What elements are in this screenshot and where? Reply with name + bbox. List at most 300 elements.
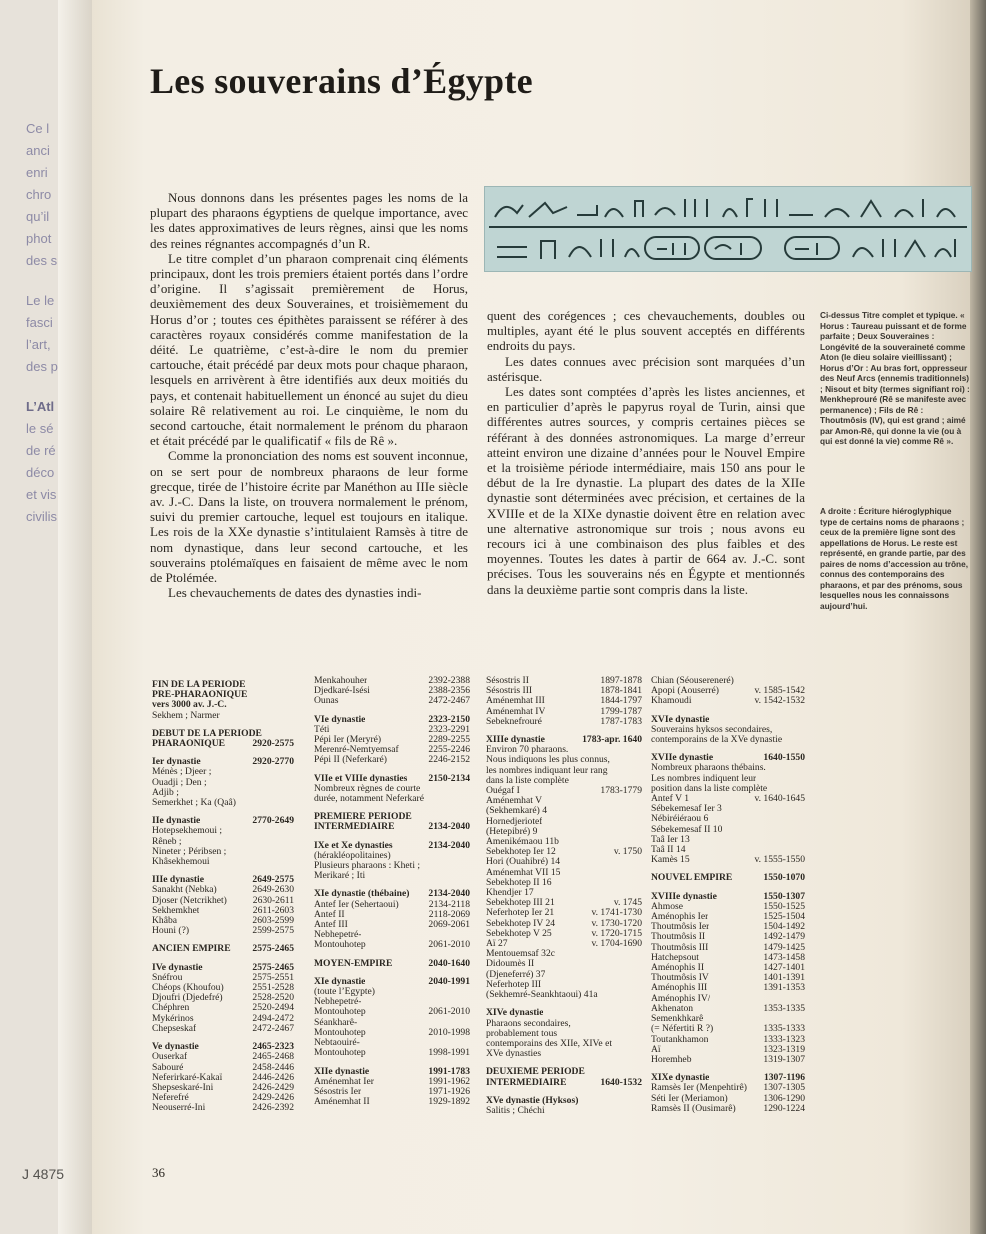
entry-name: Nebtaouiré- <box>314 1038 360 1049</box>
list-spacer <box>486 1000 642 1008</box>
dynasty-heading <box>486 1067 642 1077</box>
pharaoh-entry <box>152 926 294 936</box>
pharaoh-entry <box>486 959 642 969</box>
pharaoh-entry <box>651 835 805 845</box>
entry-dates: 2551-2528 <box>252 982 294 994</box>
entry-dates: 2649-2575 <box>252 874 294 886</box>
entry-dates: v. 1704-1690 <box>591 938 642 950</box>
entry-dates: v. 1750 <box>613 846 642 858</box>
entry-name: Djedkaré-Isési <box>314 686 370 697</box>
entry-dates: 1307-1196 <box>763 1072 805 1084</box>
entry-name: (Djeneferré) 37 <box>486 969 546 980</box>
entry-name: Ahmose <box>651 901 683 912</box>
pharaoh-entry <box>314 1007 470 1017</box>
entry-name: Taâ II 14 <box>651 845 686 856</box>
pharaoh-entry <box>152 847 294 857</box>
pharaoh-entry <box>651 725 805 735</box>
entry-dates: 1479-1425 <box>763 941 805 953</box>
entry-dates: 1971-1926 <box>428 1085 470 1097</box>
entry-name: Séti Ier (Meriamon) <box>651 1093 728 1104</box>
page-title: Les souverains d’Égypte <box>150 61 533 101</box>
entry-name: position dans la liste complète <box>651 783 768 794</box>
entry-name: Montouhotep <box>314 1007 366 1018</box>
entry-name: Chéphren <box>152 1003 190 1014</box>
hieroglyphs-image <box>485 187 971 271</box>
entry-dates: 2426-2392 <box>252 1102 294 1114</box>
pharaoh-entry <box>651 804 805 814</box>
underlying-text-line: des s <box>26 253 58 268</box>
entry-dates: 1319-1307 <box>763 1053 805 1065</box>
pharaoh-entry <box>651 814 805 824</box>
entry-name: PREMIÈRE PÉRIODE <box>314 812 412 823</box>
dynasty-heading <box>314 822 470 832</box>
underlying-text-line: de ré <box>26 443 56 458</box>
entry-name: Aménophis II <box>651 963 705 974</box>
entry-dates: 1473-1458 <box>763 951 805 963</box>
pharaoh-entry <box>486 1029 642 1039</box>
entry-name: (Hetepibré) 9 <box>486 826 538 837</box>
pharaoh-entry <box>314 851 470 861</box>
entry-name: Ouserkaf <box>152 1052 188 1063</box>
entry-name: Antef II <box>314 909 345 920</box>
entry-name: Chéops (Khoufou) <box>152 983 224 994</box>
dynasty-heading <box>314 774 470 784</box>
pharaoh-entry <box>651 735 805 745</box>
entry-dates: 1991-1783 <box>428 1065 470 1077</box>
pharaoh-entry <box>651 1055 805 1065</box>
pharaoh-entry <box>486 1049 642 1059</box>
entry-name: XVIIe dynastie <box>651 753 714 764</box>
entry-name: PRÉ-PHARAONIQUE <box>152 690 248 701</box>
entry-name: Sebekhotep III 21 <box>486 898 555 909</box>
pharaoh-entry <box>314 794 470 804</box>
entry-name: Sekhem ; Narmer <box>152 710 220 721</box>
entry-dates: 2446-2426 <box>252 1071 294 1083</box>
pharaoh-entry <box>651 763 805 773</box>
dynasty-heading <box>486 1096 642 1106</box>
entry-name: Horemheb <box>651 1054 692 1065</box>
entry-name: Antef V 1 <box>651 794 690 805</box>
entry-name: vers 3000 av. J.-C. <box>152 700 227 711</box>
reference-code: J 4875 <box>22 1166 65 1182</box>
entry-dates: 1427-1401 <box>763 962 805 974</box>
pharaoh-list-column-3 <box>486 676 642 1116</box>
dynasty-heading <box>152 700 294 710</box>
pharaoh-entry <box>651 696 805 706</box>
middle-column <box>487 308 805 597</box>
entry-name: (= Néfertiti R ?) <box>651 1024 714 1035</box>
entry-name: INTERMÉDIAIRE <box>314 822 395 833</box>
entry-name: Pharaons secondaires, <box>486 1018 571 1029</box>
dynasty-heading <box>152 757 294 767</box>
entry-name: Aménophis Ier <box>651 912 709 923</box>
entry-name: Aménemhat VII 15 <box>486 867 561 878</box>
list-spacer <box>152 721 294 729</box>
entry-name: Montouhotep <box>314 940 366 951</box>
pharaoh-entry <box>486 755 642 765</box>
entry-dates: v. 1741-1730 <box>591 907 642 919</box>
underlying-text-line: civilis <box>26 509 58 524</box>
entry-dates: 2920-2575 <box>252 738 294 750</box>
entry-name: Chepseskaf <box>152 1023 197 1034</box>
entry-name: Sekhemkhet <box>152 905 200 916</box>
entry-name: Merikaré ; Iti <box>314 871 366 882</box>
entry-dates: 1307-1305 <box>763 1082 805 1094</box>
entry-name: Sabouré <box>152 1062 184 1073</box>
entry-name: Neouserré-Ini <box>152 1103 206 1114</box>
dynasty-heading <box>486 735 642 745</box>
entry-name: XIVe dynastie <box>486 1008 544 1019</box>
pharaoh-entry <box>486 1039 642 1049</box>
entry-dates: v. 1720-1715 <box>591 927 642 939</box>
entry-name: Toutankhamon <box>651 1034 709 1045</box>
entry-name: Aménemhat II <box>314 1097 370 1108</box>
entry-dates: 2118-2069 <box>428 908 470 920</box>
page-edge <box>58 0 94 1234</box>
entry-name: Séankharê- <box>314 1017 358 1028</box>
entry-dates: 2920-2770 <box>252 756 294 768</box>
dynasty-heading <box>152 944 294 954</box>
entry-name: VIe dynastie <box>314 714 366 725</box>
entry-dates: 2528-2520 <box>252 992 294 1004</box>
entry-name: Menkahouher <box>314 676 368 686</box>
entry-name: (toute l’Égypte) <box>314 987 376 998</box>
entry-name: Sanakht (Nebka) <box>152 885 217 896</box>
pharaoh-entry <box>486 796 642 806</box>
entry-name: XIXe dynastie <box>651 1073 710 1084</box>
pharaoh-entry <box>486 745 642 755</box>
entry-dates: 2575-2551 <box>252 971 294 983</box>
entry-name: Khamoudi <box>651 696 692 707</box>
dynasty-heading <box>314 959 470 969</box>
entry-dates: 2246-2152 <box>428 754 470 766</box>
body-paragraph: quent des corégences ; ces chevauchements, doubles ou multiples, ayant été le plus souvent acceptés en différents endroits du pays. <box>487 308 805 354</box>
underlying-text-line: chro <box>26 187 52 202</box>
entry-name: Neferefré <box>152 1093 189 1104</box>
pharaoh-entry <box>314 1028 470 1038</box>
list-spacer <box>651 707 805 715</box>
entry-name: XIe dynastie <box>314 976 366 987</box>
entry-dates: 2520-2494 <box>252 1002 294 1014</box>
entry-name: les nombres indiquant leur rang <box>486 765 608 776</box>
entry-dates: 2150-2134 <box>428 772 470 784</box>
entry-name: Antef Ier (Sehertaoui) <box>314 899 399 910</box>
entry-name: Akhenaton <box>651 1003 694 1014</box>
entry-dates: 2134-2040 <box>428 839 470 851</box>
entry-dates: 2323-2150 <box>428 713 470 725</box>
pharaoh-entry <box>486 949 642 959</box>
entry-name: XVIIIe dynastie <box>651 891 717 902</box>
entry-dates: 1550-1525 <box>763 900 805 912</box>
entry-name: Thoutmôsis II <box>651 932 706 943</box>
entry-name: Aménemhat Ier <box>314 1076 374 1087</box>
entry-dates: 1799-1787 <box>600 705 642 717</box>
pharaoh-entry <box>651 794 805 804</box>
entry-dates: 1783-1779 <box>600 785 642 797</box>
entry-name: Rêneb ; <box>152 836 182 847</box>
pharaoh-entry <box>486 970 642 980</box>
entry-name: Thoutmôsis III <box>651 942 709 953</box>
pharaoh-entry <box>152 826 294 836</box>
pharaoh-entry <box>314 784 470 794</box>
entry-name: Sésostris II <box>486 676 529 686</box>
entry-dates: v. 1745 <box>613 897 642 909</box>
entry-name: ANCIEN EMPIRE <box>152 944 231 955</box>
underlying-text-line: enri <box>26 165 48 180</box>
entry-name: Sebeknefrouré <box>486 716 542 727</box>
pharaoh-entry <box>152 778 294 788</box>
underlying-text-line: Ce l <box>26 121 50 136</box>
entry-name: Neferirkaré-Kakaï <box>152 1072 223 1083</box>
pharaoh-entry <box>314 1048 470 1058</box>
pharaoh-entry <box>651 983 805 993</box>
entry-name: Montouhotep <box>314 1027 366 1038</box>
entry-name: DÉBUT DE LA PÉRIODE <box>152 728 262 739</box>
entry-name: contemporains de la XVe dynastie <box>651 735 783 746</box>
entry-name: Nineter ; Péribsen ; <box>152 846 227 857</box>
entry-name: Montouhotep <box>314 1048 366 1059</box>
entry-name: Sebekhotep IV 24 <box>486 918 556 929</box>
entry-dates: 1878-1841 <box>600 685 642 697</box>
entry-name: INTERMÉDIAIRE <box>486 1077 567 1088</box>
body-paragraph: Les dates connues avec précision sont marquées d’un astérisque. <box>487 353 805 384</box>
pharaoh-entry <box>314 1097 470 1107</box>
list-spacer <box>486 1059 642 1067</box>
pharaoh-entry <box>314 940 470 950</box>
pharaoh-list-column-4 <box>651 676 805 1114</box>
entry-dates: 1998-1991 <box>428 1047 470 1059</box>
entry-name: Environ 70 pharaons. <box>486 745 569 756</box>
entry-name: PHARAONIQUE <box>152 739 226 750</box>
dynasty-heading <box>314 841 470 851</box>
entry-dates: 2603-2599 <box>252 915 294 927</box>
entry-name: Semenkhkarê <box>651 1014 704 1025</box>
entry-name: Aménemhat III <box>486 696 545 707</box>
entry-name: Hori (Ouahibré) 14 <box>486 857 561 868</box>
pharaoh-entry <box>314 920 470 930</box>
entry-dates: 2289-2255 <box>428 734 470 746</box>
entry-name: Les nombres indiquent leur <box>651 773 757 784</box>
entry-name: NOUVEL EMPIRE <box>651 873 733 884</box>
entry-name: Hotepsekhemoui ; <box>152 826 223 837</box>
pharaoh-entry <box>486 847 642 857</box>
entry-name: Plusieurs pharaons : Kheti ; <box>314 861 421 872</box>
entry-name: XIIIe dynastie <box>486 735 545 746</box>
entry-name: (hérakléopolitaines) <box>314 850 391 861</box>
entry-dates: v. 1640-1645 <box>754 793 805 805</box>
pharaoh-entry <box>152 788 294 798</box>
caption-hieroglyphs: A droite : Écriture hiéroglyphique type de certains noms de pharaons ; ceux de la première ligne sont des appellations de Horus. Le reste est représenté, en grande partie, par des paires de noms d’accession au trône, connus des contemporains des pharaons, et par des prénoms, sous lesquelles nous les connaissons aujourd’hui. <box>820 506 969 611</box>
entry-name: Ve dynastie <box>152 1042 199 1053</box>
dynasty-heading <box>152 690 294 700</box>
entry-name: Ramsès II (Ousimarê) <box>651 1103 736 1114</box>
entry-name: Houni (?) <box>152 926 190 937</box>
entry-name: Nous indiquons les plus connus, <box>486 755 610 766</box>
entry-name: Shepseskaré-Ini <box>152 1082 214 1093</box>
entry-name: durée, notamment Neferkaré <box>314 794 425 805</box>
entry-name: Nombreux pharaons thébains. <box>651 763 766 774</box>
entry-dates: 2429-2426 <box>252 1092 294 1104</box>
pharaoh-entry <box>152 711 294 721</box>
entry-name: Amenikémaou 11b <box>486 837 559 848</box>
underlying-text-line: déco <box>26 465 55 480</box>
pharaoh-list-column-2 <box>314 676 470 1107</box>
pharaoh-entry <box>651 1104 805 1114</box>
entry-name: FIN DE LA PÉRIODE <box>152 680 246 690</box>
pharaoh-entry <box>486 1106 642 1116</box>
underlying-text-line: le sé <box>26 421 54 436</box>
entry-name: MOYEN-EMPIRE <box>314 958 393 969</box>
underlying-text-line: qu’il <box>26 209 50 224</box>
entry-dates: 2323-2291 <box>428 723 470 735</box>
underlying-text-line: l’art, <box>26 337 51 352</box>
entry-name: Ouégaf I <box>486 786 520 797</box>
entry-name: Souverains hyksos secondaires, <box>651 724 773 735</box>
entry-name: Khendjer 17 <box>486 888 534 899</box>
entry-name: Didoumès II <box>486 959 535 970</box>
entry-name: Khâsekhemoui <box>152 857 210 868</box>
entry-name: dans la liste complète <box>486 775 569 786</box>
entry-name: Taâ Ier 13 <box>651 834 690 845</box>
pharaoh-entry <box>152 857 294 867</box>
entry-dates: 1929-1892 <box>428 1096 470 1108</box>
entry-dates: 2599-2575 <box>252 925 294 937</box>
underlying-text-line: L’Atl <box>26 399 55 414</box>
entry-name: DEUXIÈME PÉRIODE <box>486 1067 585 1078</box>
entry-name: Nebhepetré- <box>314 930 362 941</box>
entry-dates: 2040-1640 <box>428 957 470 969</box>
entry-name: Nebhepetré- <box>314 997 362 1008</box>
dynasty-heading <box>152 816 294 826</box>
pharaoh-list-column-1 <box>152 680 294 1114</box>
intro-column <box>150 190 468 600</box>
entry-name: Khâba <box>152 916 178 927</box>
entry-name: Merenré-Nemtyemsaf <box>314 745 399 756</box>
entry-dates: 1323-1319 <box>763 1043 805 1055</box>
dynasty-heading <box>314 977 470 987</box>
entry-name: Aménophis IV/ <box>651 993 711 1004</box>
entry-dates: 1306-1290 <box>763 1092 805 1104</box>
entry-dates: 1640-1550 <box>763 752 805 764</box>
dynasty-heading <box>486 1008 642 1018</box>
underlying-text-line: phot <box>26 231 52 246</box>
entry-name: Aï <box>651 1044 661 1055</box>
entry-name: Sébekemesaf II 10 <box>651 824 723 835</box>
entry-name: Semerkhet ; Ka (Qaâ) <box>152 798 236 809</box>
pharaoh-entry <box>651 1004 805 1014</box>
entry-name: IIIe dynastie <box>152 875 204 886</box>
underlying-text-line: et vis <box>26 487 57 502</box>
entry-dates: 2061-2010 <box>428 1006 470 1018</box>
pharaoh-entry <box>486 817 642 827</box>
entry-name: Neferhotep Ier 21 <box>486 908 555 919</box>
pharaoh-entry <box>152 767 294 777</box>
entry-dates: 1844-1797 <box>600 695 642 707</box>
entry-name: Hornedjeriotef <box>486 816 543 827</box>
entry-name: Pépi Ier (Meryré) <box>314 735 382 746</box>
entry-dates: 2134-2040 <box>428 821 470 833</box>
dynasty-heading <box>152 739 294 749</box>
entry-name: Pépi II (Neferkaré) <box>314 755 387 766</box>
entry-name: Djoser (Netcrikhet) <box>152 895 227 906</box>
entry-dates: 2770-2649 <box>252 815 294 827</box>
pharaoh-entry <box>486 806 642 816</box>
pharaoh-entry <box>486 990 642 1000</box>
entry-name: Adjib ; <box>152 787 179 798</box>
entry-dates: 2426-2429 <box>252 1081 294 1093</box>
underlying-text-line: fasci <box>26 315 53 330</box>
entry-dates: 2494-2472 <box>252 1012 294 1024</box>
entry-dates: v. 1730-1720 <box>591 917 642 929</box>
entry-dates: 2134-2118 <box>428 898 470 910</box>
dynasty-heading <box>651 753 805 763</box>
entry-name: Aménemhat IV <box>486 706 546 717</box>
entry-name: contemporains des XIIe, XIVe et <box>486 1038 613 1049</box>
entry-dates: 2255-2246 <box>428 744 470 756</box>
pharaoh-entry <box>314 871 470 881</box>
entry-name: Sébekemesaf Ier 3 <box>651 804 722 815</box>
entry-name: Mentouemsaf 32c <box>486 949 556 960</box>
entry-dates: 2010-1998 <box>428 1026 470 1038</box>
entry-dates: 1333-1323 <box>763 1033 805 1045</box>
pharaoh-entry <box>486 868 642 878</box>
entry-name: Apopi (Aouserré) <box>651 686 719 697</box>
entry-name: Sésostris III <box>486 686 533 697</box>
entry-dates: 1401-1391 <box>763 972 805 984</box>
entry-name: Kamès 15 <box>651 855 690 866</box>
entry-name: Snéfrou <box>152 972 183 983</box>
entry-name: Antef III <box>314 920 348 931</box>
dynasty-heading <box>486 1078 642 1088</box>
book-cover-edge <box>970 0 986 1234</box>
entry-dates: 2392-2388 <box>428 675 470 686</box>
entry-name: XIe dynastie (thébaine) <box>314 889 410 900</box>
entry-name: Aménophis III <box>651 983 708 994</box>
entry-dates: 2465-2468 <box>252 1051 294 1063</box>
pharaoh-entry <box>314 755 470 765</box>
page-number: 36 <box>152 1165 165 1180</box>
entry-dates: 1550-1070 <box>763 872 805 884</box>
pharaoh-entry <box>314 987 470 997</box>
list-spacer <box>486 1088 642 1096</box>
entry-dates: v. 1555-1550 <box>754 854 805 866</box>
pharaoh-entry <box>486 786 642 796</box>
entry-dates: 2465-2323 <box>252 1041 294 1053</box>
entry-dates: 2388-2356 <box>428 685 470 697</box>
entry-dates: 1640-1532 <box>600 1076 642 1088</box>
entry-name: Sebekhotep V 25 <box>486 928 552 939</box>
entry-dates: 2472-2467 <box>428 695 470 707</box>
entry-name: Aménemhat V <box>486 796 543 807</box>
caption-title-complet: Ci-dessus Titre complet et typique. « Horus : Taureau puissant et de forme parfaite ; Deux Souveraines : Longévité de la souveraineté comme Aton (le dieu solaire vieillissant) ; Horus d’Or : Au bras fort, oppresseur des Neuf Arcs (ennemis traditionnels) ; Nisout et bity (termes signifiant roi) : Menkheprouré (Rê se manifeste avec permanence) ; Fils de Rê : Thoutmôsis (IV), qui est grand ; aimé par Amon-Rê, qui donne la vie (ou à qui est donné la vie) comme Rê ». <box>820 310 970 446</box>
pharaoh-entry <box>152 798 294 808</box>
entry-name: Nombreux règnes de courte <box>314 783 421 794</box>
entry-dates: 1391-1353 <box>763 982 805 994</box>
body-paragraph: Le titre complet d’un pharaon comprenait cinq éléments principaux, dont les trois premiers étaient portés dans l’ordre d’origine. Il s’agissait premièrement de Horus, deuxièmement des deux Souveraines, et troisièmement du Horus d’or ; toutes ces épithètes paraissent se référer à des caractères royaux considérés comme manifestation de la déité. Le quatrième, c’est-à-dire le nom du premier cartouche, était précédé par deux mots pour chaque pharaon, lesquels en arrivèrent à être identifiés aux deux moitiés du pays, et contenait habituellement un énoncé au sujet du dieu solaire Rê relativement au roi. Le cinquième, le nom du second cartouche, était normalement le prénom du pharaon et était précédé par le qualificatif « fils de Rê ». <box>150 250 468 449</box>
entry-dates: 1897-1878 <box>600 675 642 686</box>
entry-dates: 2061-2010 <box>428 939 470 951</box>
underlying-text-line: anci <box>26 143 50 158</box>
entry-name: (Sekhemré-Seankhtaoui) 41a <box>486 990 598 1001</box>
entry-name: IIe dynastie <box>152 816 201 827</box>
entry-dates: 1504-1492 <box>763 921 805 933</box>
dynasty-heading <box>651 873 805 883</box>
pharaoh-entry <box>314 861 470 871</box>
entry-dates: 2575-2465 <box>252 943 294 955</box>
pharaoh-entry <box>486 717 642 727</box>
pharaoh-entry <box>152 837 294 847</box>
body-paragraph: Les dates sont comptées d’après les listes anciennes, et en particulier d’après le papyrus royal de Turin, ainsi que différentes autres sources, y compris certaines pièces se référant à des données astronomiques. La marge d’erreur atteint environ une dizaine d’années pour le Nouvel Empire et la troisième période intermédiaire, mais 150 ans pour le début de la Ire dynastie. La plupart des dates de la XIIe dynastie sont déterminées avec précision, et certaines de la XVIIIe et de la XIXe dynastie doivent être en relation avec une alternative astronomique sur trois ; nous avons eu recours ici à une combinaison des plus faibles et des moyennes. Toutes les dates à partir de 664 av. J.-C. sont précises. Tous les souverains nés en Égypte et mentionnés dans la deuxième partie sont compris dans la liste. <box>487 384 805 597</box>
